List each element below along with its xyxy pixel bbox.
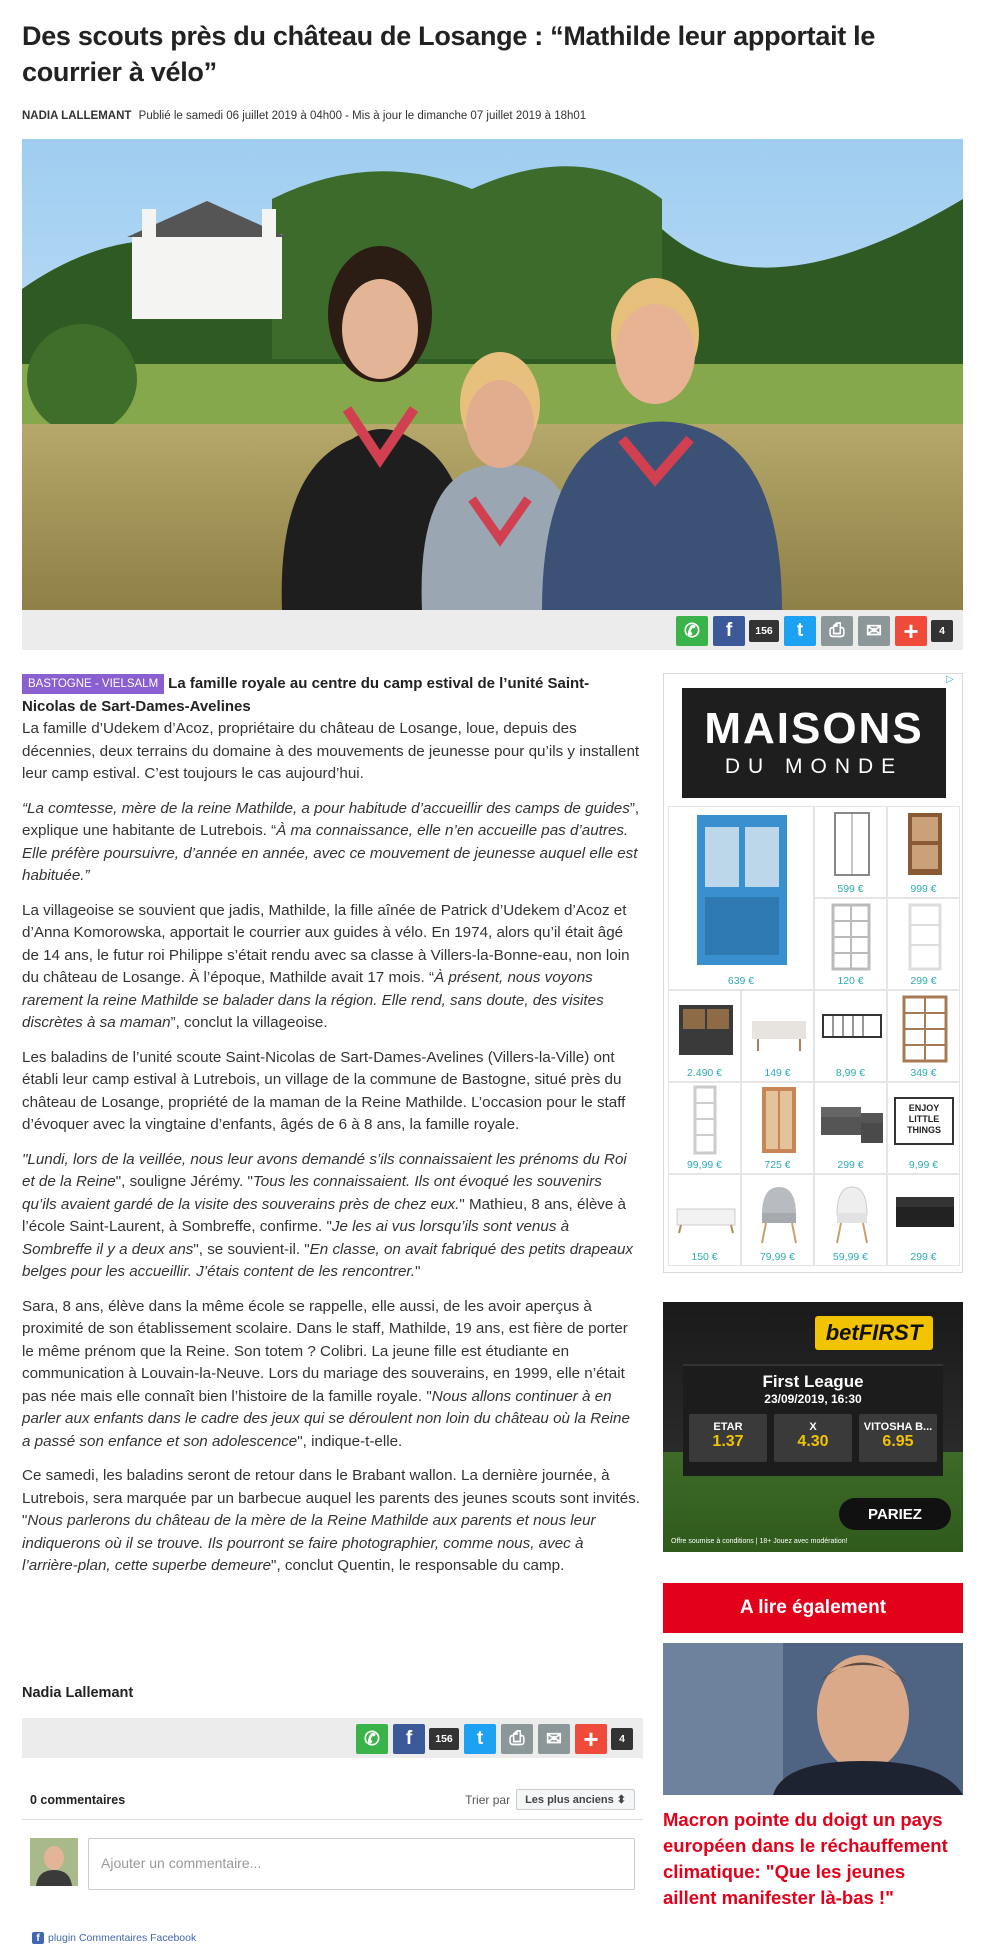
product-tile[interactable] <box>741 990 814 1082</box>
mail-icon[interactable]: ✉ <box>858 616 890 646</box>
product-tile[interactable] <box>668 1082 741 1174</box>
product-price: 150 € <box>691 1251 718 1263</box>
text: ”, conclut la villageoise. <box>170 1014 328 1031</box>
cube-shelf-image <box>888 991 960 1065</box>
wire-basket-image <box>815 991 887 1065</box>
product-price: 2.490 € <box>686 1067 723 1079</box>
product-tile[interactable] <box>814 1174 887 1266</box>
match-date: 23/09/2019, 16:30 <box>764 1392 862 1406</box>
region-tag[interactable]: BASTOGNE - VIELSALM <box>22 674 164 694</box>
logo-line-2: DU MONDE <box>724 755 904 778</box>
product-tile[interactable] <box>887 806 960 898</box>
whatsapp-icon[interactable]: ✆ <box>676 616 708 646</box>
legal-disclaimer: Offre soumise à conditions | 18+ Jouez avec modération! <box>671 1538 848 1545</box>
related-article-photo[interactable] <box>663 1643 963 1795</box>
product-tile[interactable] <box>668 1174 741 1266</box>
product-tile[interactable] <box>814 806 887 898</box>
match-panel <box>683 1364 943 1476</box>
tall-shelf-image <box>669 1083 741 1157</box>
byline-author[interactable]: NADIA LALLEMANT <box>22 110 132 122</box>
adchoices-icon[interactable]: ▷ <box>946 674 954 685</box>
product-price: 639 € <box>727 975 755 987</box>
sort-control <box>465 1789 635 1810</box>
share-icons <box>351 1724 633 1754</box>
paragraph-4: Les baladins de l’unité scoute Saint-Nicolas de Sart-Dames-Avelines (Villers-la-Ville) ont établi leur camp estival à Lutrebois, un village de la commune de Bastogne, situé près du château de Losange, propriété de la maman de la Reine Mathilde. L’occasion pour le staff d’évoquer avec la vingtaine d’enfants, âgés de 6 à 8 ans, la famille royale. <box>22 1048 626 1133</box>
paragraph-6 <box>22 1296 640 1454</box>
also-read-banner: A lire également <box>663 1583 963 1633</box>
author-signature[interactable]: Nadia Lallemant <box>22 1685 134 1701</box>
paragraph-2 <box>22 798 640 888</box>
text: " Mathieu, 8 ans, élève à l’école Saint-Laurent, à Sombreffe, confirme. " <box>22 1195 626 1235</box>
odd-label: VITOSHA B... <box>863 1421 933 1433</box>
mail-icon[interactable]: ✉ <box>538 1724 570 1754</box>
quote: “La comtesse, mère de la reine Mathilde, a pour habitude d’accueillir des camps de guides <box>22 799 630 817</box>
paragraph-7 <box>22 1465 640 1578</box>
black-sofa-image <box>888 1175 960 1249</box>
sort-select[interactable]: Les plus anciens ⬍ <box>516 1789 635 1810</box>
quote: "Lundi, lors de la veillée, nous leur avons demandé s’ils connaissaient les prénoms du Roi et de la Reine <box>22 1150 627 1190</box>
share-icons <box>671 616 953 646</box>
facebook-icon[interactable]: f <box>713 616 745 646</box>
quote: Je les ai vus lorsqu’ils sont venus à Sombreffe il y a deux ans <box>22 1218 570 1258</box>
byline <box>22 110 586 122</box>
hero-photo <box>22 139 963 610</box>
odd-away[interactable] <box>859 1414 937 1462</box>
avatar-image <box>30 1838 78 1886</box>
sort-label: Trier par <box>465 1792 511 1807</box>
quote: Nous parlerons du château de la mère de la Reine Mathilde aux parents et nous leur indiquerons où il se trouve. Ils pourront se faire photographier, comme nous, avec à l’arrière-plan, cette superbe demeure <box>22 1512 596 1574</box>
odd-value: 1.37 <box>712 1433 744 1450</box>
also-read-widget <box>663 1583 963 1911</box>
white-shelf-image <box>888 899 960 973</box>
product-price: 999 € <box>910 883 937 895</box>
odd-home[interactable] <box>689 1414 767 1462</box>
product-tile[interactable] <box>668 806 814 990</box>
product-tile[interactable] <box>668 990 741 1082</box>
text: Ce samedi, les baladins seront de retour dans le Brabant wallon. La dernière journée, à Lutrebois, sera marquée par un barbecue auquel les parents des jeunes scouts sont invités. " <box>22 1467 641 1529</box>
hero-photo-illustration <box>22 139 963 610</box>
plus-share-count: 4 <box>611 1728 633 1750</box>
comment-input[interactable]: Ajouter un commentaire... <box>88 1838 635 1890</box>
plugin-label: plugin Commentaires Facebook <box>48 1932 197 1944</box>
product-price: 725 € <box>764 1159 791 1171</box>
shelf-image <box>815 899 887 973</box>
article-body <box>22 673 640 1590</box>
comments-section <box>22 1780 643 1890</box>
plus-icon[interactable]: + <box>895 616 927 646</box>
product-price: 299 € <box>910 1251 937 1263</box>
product-tile[interactable] <box>741 1082 814 1174</box>
share-bar-bottom <box>22 1718 643 1758</box>
text: ", se souvient-il. " <box>193 1240 310 1258</box>
quote: Tous les connaissaient. Ils ont évoqué les souvenirs qu’ils avaient gardé de la visite des souverains près de chez eux. <box>22 1173 602 1213</box>
quote: À présent, nous voyons rarement la reine Mathilde se balader dans la région. Elle rend, sans doute, des visites discrètes à sa maman <box>22 969 604 1031</box>
logo-line-1: MAISONS <box>704 704 924 753</box>
tv-stand-image <box>669 1175 741 1249</box>
quote: Nous allons continuer à en parler aux enfants dans le cadre des jeux qui se déroulent non loin du château où la Reine a passé son enfance et son adolescence <box>22 1387 630 1450</box>
product-price: 99,99 € <box>686 1159 723 1171</box>
text: La villageoise se souvient que jadis, Mathilde, la fille aînée de Patrick d’Udekem d’Acoz et d’Anna Komorowska, apportait le courrier aux guides à vélo. En 1974, alors qu’il était âgé de 14 ans, le futur roi Philippe s’était rendu avec sa classe à Villers-la-Bonne-eau, non loin du château de Losange. À l’époque, Mathilde avait 17 mois. “ <box>22 901 630 986</box>
product-price: 299 € <box>910 975 937 987</box>
league-name: First League <box>762 1372 864 1391</box>
text: ", souligne Jérémy. " <box>115 1173 253 1190</box>
product-price: 79,99 € <box>759 1251 796 1263</box>
facebook-icon: f <box>32 1932 44 1944</box>
product-tile[interactable] <box>814 898 887 990</box>
product-tile[interactable] <box>887 990 960 1082</box>
related-photo-illustration <box>663 1643 963 1795</box>
sideboard-image <box>669 991 741 1065</box>
cabinet-image <box>669 807 814 973</box>
odd-value: 4.30 <box>797 1433 829 1450</box>
text: " <box>415 1263 421 1280</box>
logo-part-2: FIRST <box>858 1320 923 1345</box>
odds-row <box>683 1414 943 1462</box>
product-tile[interactable] <box>814 990 887 1082</box>
odd-draw[interactable] <box>774 1414 852 1462</box>
grey-chair-image <box>742 1175 814 1249</box>
white-chair-image <box>815 1175 887 1249</box>
paragraph-1: La famille d’Udekem d’Acoz, propriétaire du château de Losange, loue, depuis des décennies, deux terrains du domaine à des mouvements de jeunesse pour qu’ils y installent leur camp estival. C’est toujours le cas aujourd’hui. <box>22 720 640 782</box>
ad-betfirst[interactable] <box>663 1302 963 1552</box>
product-tile[interactable] <box>887 898 960 990</box>
product-tile[interactable] <box>741 1174 814 1266</box>
product-price: 8,99 € <box>835 1067 866 1079</box>
product-price: 59,99 € <box>832 1251 869 1263</box>
facebook-comments-plugin-link[interactable] <box>32 1932 196 1944</box>
share-bar-top <box>22 610 963 650</box>
text: ", indique-t-elle. <box>297 1432 403 1450</box>
product-price: 149 € <box>764 1067 791 1079</box>
mdm-logo <box>682 688 946 798</box>
ad-maisons-du-monde[interactable] <box>663 673 963 1273</box>
pariez-button[interactable]: PARIEZ <box>839 1498 951 1530</box>
betfirst-logo <box>815 1316 933 1350</box>
text: Sara, 8 ans, élève dans la même école se rappelle, elle aussi, de les avoir aperçus à proximité de son établissement scolaire. Dans le staff, Mathilde, 19 ans, est fière de porter le même prénom que la Reine. Son totem ? Colibri. La jeune fille est étudiante en communication à Louvain-la-Neuve. Lors du mariage des souverains, en 1999, elle n’était pas née mais elle connaît bien l’histoire de la famille royale. " <box>22 1297 628 1405</box>
avatar <box>30 1838 78 1886</box>
twitter-icon[interactable]: t <box>464 1724 496 1754</box>
article-lead <box>22 673 640 786</box>
plus-share-count: 4 <box>931 620 953 642</box>
related-article-headline[interactable]: Macron pointe du doigt un pays européen dans le réchauffement climatique: "Que les jeunes aillent manifester là-bas !" <box>663 1809 948 1908</box>
quote: En classe, on avait fabriqué des petits drapeaux belges pour les accueillir. J’étais content de les rencontrer. <box>22 1240 634 1280</box>
comment-composer <box>22 1838 643 1890</box>
print-icon[interactable]: ⎙ <box>821 616 853 646</box>
print-icon[interactable]: ⎙ <box>501 1724 533 1754</box>
odd-label: ETAR <box>713 1421 743 1433</box>
facebook-share-count: 156 <box>749 620 779 642</box>
product-tile[interactable] <box>887 1082 960 1174</box>
publish-date: Publié le samedi 06 juillet 2019 à 04h00 - Mis à jour le dimanche 07 juillet 2019 à 18h01 <box>138 110 587 122</box>
product-price: 599 € <box>837 883 864 895</box>
text: ", conclut Quentin, le responsable du camp. <box>271 1557 565 1574</box>
plus-icon[interactable]: + <box>575 1724 607 1754</box>
comments-count: 0 commentaires <box>30 1792 126 1807</box>
comments-header <box>22 1780 643 1820</box>
facebook-share-count: 156 <box>429 1728 459 1750</box>
product-price: 9,99 € <box>908 1159 939 1171</box>
product-price: 120 € <box>837 975 864 987</box>
odd-value: 6.95 <box>882 1433 914 1450</box>
vitrine-image <box>815 807 887 881</box>
odd-label: X <box>809 1421 817 1433</box>
logo-part-1: bet <box>825 1320 859 1345</box>
paragraph-5 <box>22 1149 640 1284</box>
twitter-icon[interactable]: t <box>784 616 816 646</box>
bench-image <box>742 991 814 1065</box>
article-title: Des scouts près du château de Losange : “Mathilde leur apportait le courrier à vélo” <box>22 21 876 87</box>
lead-text: La famille royale au centre du camp estival de l’unité Saint-Nicolas de Sart-Dames-Avelines <box>22 675 590 715</box>
wood-cabinet-image <box>742 1083 814 1157</box>
product-tile[interactable] <box>887 1174 960 1266</box>
product-price: 299 € <box>837 1159 864 1171</box>
product-tile[interactable] <box>814 1082 887 1174</box>
product-price: 349 € <box>910 1067 937 1079</box>
text: ”, explique une habitante de Lutrebois. “ <box>22 799 640 839</box>
lightbox-sign: ENJOY LITTLE THINGS <box>894 1097 954 1145</box>
facebook-icon[interactable]: f <box>393 1724 425 1754</box>
bookcase-image <box>888 807 960 881</box>
whatsapp-icon[interactable]: ✆ <box>356 1724 388 1754</box>
quote: À ma connaissance, elle n’en accueille pas d’autres. Elle préfère poursuivre, d’année en année, avec ce mouvement de jeunesse auquel elle est habituée.” <box>22 822 638 884</box>
paragraph-3 <box>22 900 640 1035</box>
corner-sofa-image <box>815 1083 887 1157</box>
